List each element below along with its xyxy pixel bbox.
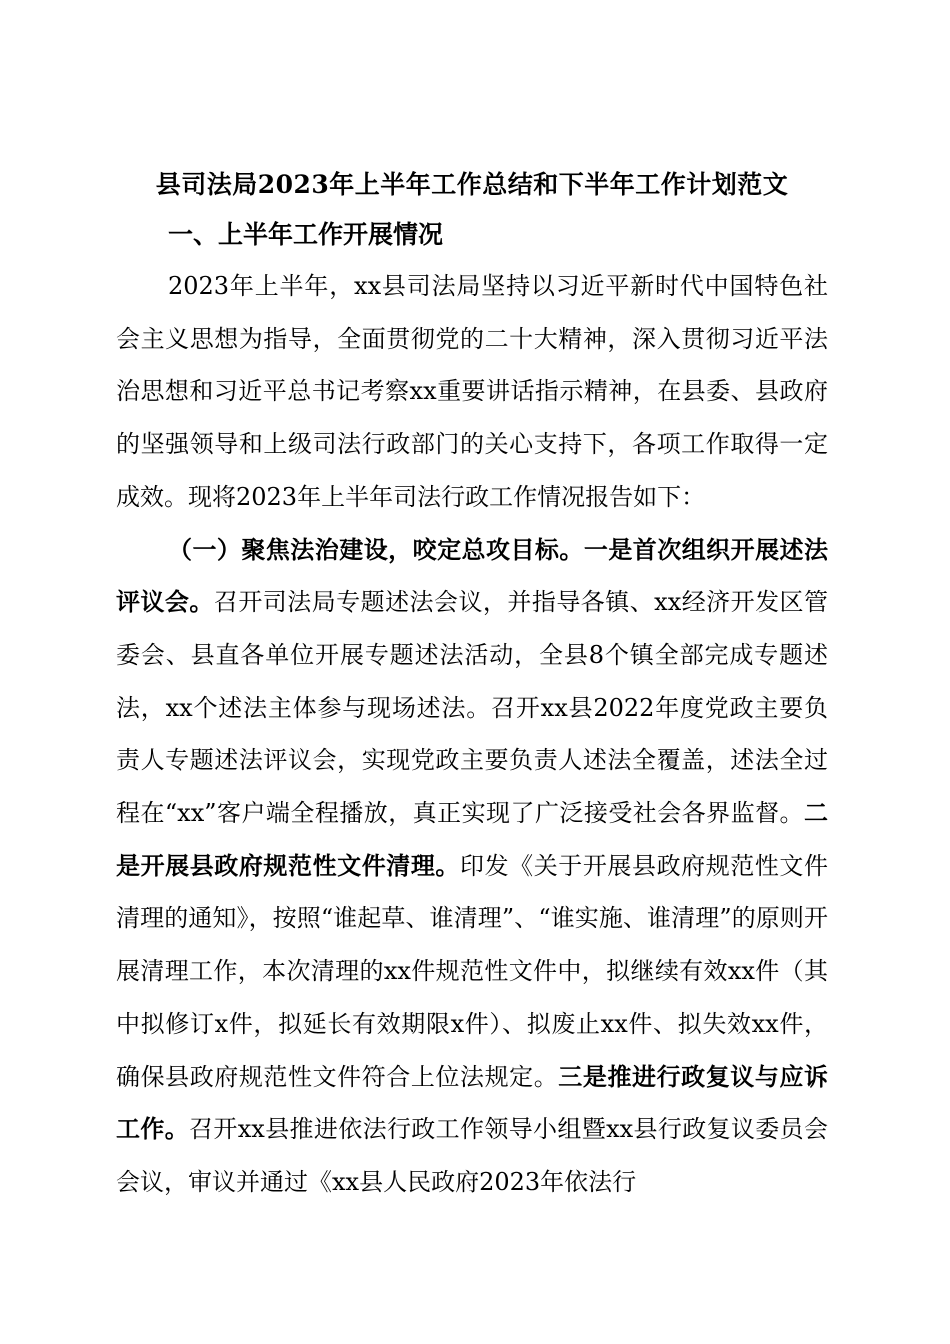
- document-title: 县司法局2023年上半年工作总结和下半年工作计划范文: [155, 170, 789, 199]
- point-3-title: 三是推进行政复议与应诉工作。: [116, 1061, 829, 1144]
- item-1-paragraph: [116, 524, 828, 1209]
- point-2-title: 二是开展县政府规范性文件清理。: [116, 798, 828, 880]
- point-2-text: 印发《关于开展县政府规范性文件清理的通知》，按照“谁起草、谁清理”、“谁实施、谁清理”的原则开展清理工作，本次清理的xx件规范性文件中，拟继续有效xx件（其中拟修订x件，拟延长有效期限x件）、拟废止xx件、拟失效xx件，确保县政府规范性文件符合上位法规定。: [116, 851, 828, 1091]
- point-3-text: 召开xx县推进依法行政工作领导小组暨xx县行政复议委员会会议，审议并通过《xx县人民政府2023年依法行: [116, 1115, 829, 1196]
- point-1-title: 一是首次组织开展述法评议会。: [116, 534, 829, 617]
- point-1-text: 召开司法局专题述法会议，并指导各镇、xx经济开发区管委会、县直各单位开展专题述法活动，全县8个镇全部完成专题述法，xx个述法主体参与现场述法。召开xx县2022年度党政主要负责人专题述法评议会，实现党政主要负责人述法全覆盖，述法全过程在“xx”客户端全程播放，真正实现了广泛接受社会各界监督。: [116, 588, 829, 828]
- item-1-heading: （一）聚焦法治建设，咬定总攻目标。: [168, 534, 584, 564]
- document-page: [116, 160, 828, 1209]
- intro-paragraph: 2023年上半年，xx县司法局坚持以习近平新时代中国特色社会主义思想为指导，全面贯彻党的二十大精神，深入贯彻习近平法治思想和习近平总书记考察xx重要讲话指示精神，在县委、县政府的坚强领导和上级司法行政部门的关心支持下，各项工作取得一定成效。现将2023年上半年司法行政工作情况报告如下：: [116, 272, 828, 511]
- section-heading: 一、上半年工作开展情况: [168, 220, 444, 249]
